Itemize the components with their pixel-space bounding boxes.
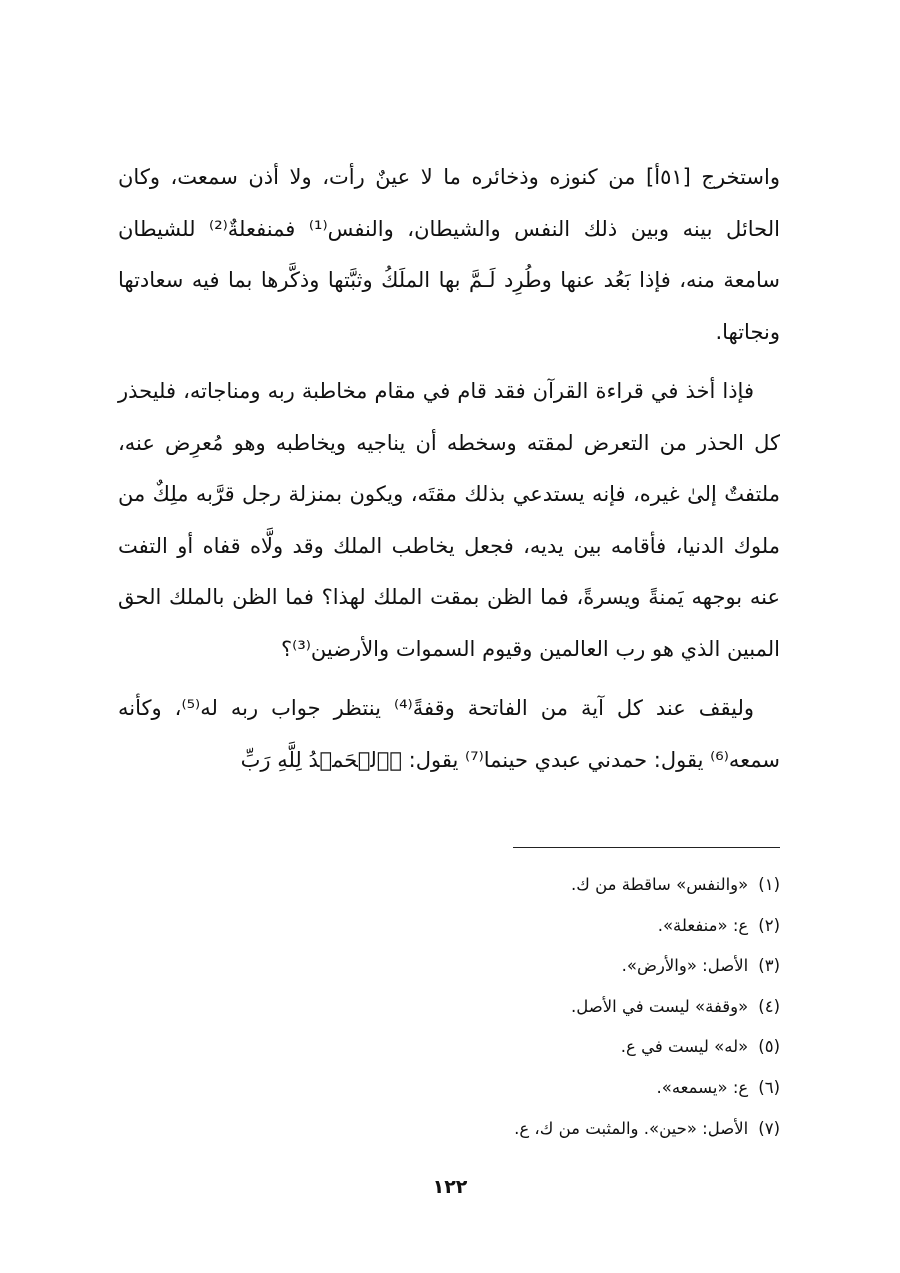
footnote-text: الأصل: «والأرض». — [621, 956, 749, 976]
footnote-7 — [118, 1109, 780, 1150]
footnote-divider — [513, 847, 780, 848]
footnote-3 — [118, 946, 780, 987]
footnote-2 — [118, 906, 780, 947]
footnote-text: «له» ليست في ع. — [620, 1037, 749, 1057]
footnote-4 — [118, 987, 780, 1028]
footnote-text: الأصل: «حين». والمثبت من ك، ع. — [514, 1118, 749, 1138]
footnote-number: (٦) — [758, 1077, 780, 1097]
footnote-number: (٤) — [758, 996, 780, 1016]
footnotes — [118, 865, 780, 1149]
paragraph-3: وليقف عند كل آية من الفاتحة وقفةً⁽⁴⁾ ينتظر جواب ربه له⁽⁵⁾، وكأنه سمعه⁽⁶⁾ يقول: حمدني عبدي حينما⁽⁷⁾ يقول: ﴿ٱلۡحَمۡدُ لِلَّهِ رَبِّ — [118, 696, 780, 772]
paragraph-2: فإذا أخذ في قراءة القرآن فقد قام في مقام مخاطبة ربه ومناجاته، فليحذر كل الحذر من التعرض لمقته وسخطه أن يناجيه ويخاطبه وهو مُعرِض عنه، ملتفتٌ إلىٰ غيره، فإنه يستدعي بذلك مقتَه، ويكون بمنزلة رجل قرَّبه ملِكٌ من ملوك الدنيا، فأقامه بين يديه، فجعل يخاطب الملك وقد ولَّاه قفاه أو التفت عنه بوجهه يَمنةً ويسرةً، فما الظن بمقت الملك لهذا؟ فما الظن بالملك الحق المبين الذي هو رب العالمين وقيوم السموات والأرضين⁽³⁾؟ — [118, 379, 780, 661]
footnote-text: ع: «يسمعه». — [656, 1077, 749, 1097]
footnote-text: «وقفة» ليست في الأصل. — [570, 996, 749, 1016]
footnote-number: (١) — [758, 875, 780, 894]
footnote-number: (٥) — [758, 1037, 780, 1057]
main-text — [118, 152, 780, 794]
footnote-6 — [118, 1068, 780, 1109]
footnote-number: (٢) — [758, 915, 780, 935]
footnote-text: «والنفس» ساقطة من ك. — [571, 875, 749, 894]
footnote-number: (٧) — [758, 1118, 780, 1138]
footnote-5 — [118, 1027, 780, 1068]
page-number: ١٢٢ — [432, 1176, 468, 1198]
footnote-1 — [118, 865, 780, 906]
paragraph-1: واستخرج [٥١أ] من كنوزه وذخائره ما لا عينٌ رأت، ولا أذن سمعت، وكان الحائل بينه وبين ذلك النفس والشيطان، والنفس⁽¹⁾ فمنفعلةٌ⁽²⁾ للشيطان سامعة منه، فإذا بَعُد عنها وطُرِد لَـمَّ بها الملَكُ وثبَّتها وذكَّرها بما فيه سعادتها ونجاتها. — [118, 165, 780, 344]
footnote-text: ع: «منفعلة». — [657, 915, 749, 935]
footnote-number: (٣) — [758, 956, 780, 976]
